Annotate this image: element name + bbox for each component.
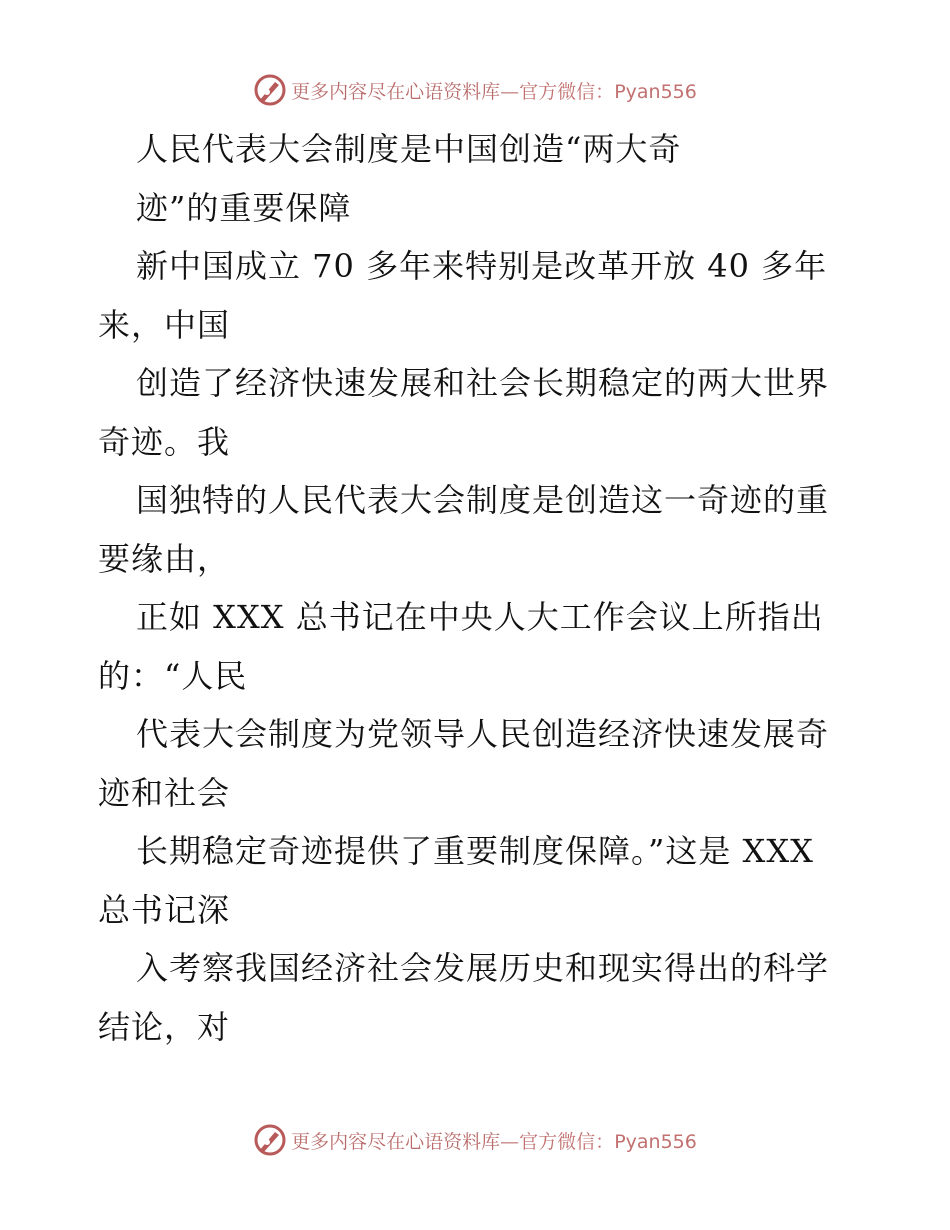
footer-separator: — bbox=[500, 1130, 520, 1153]
body-line: 总书记深 bbox=[98, 890, 231, 929]
body-line: 奇迹。我 bbox=[98, 422, 231, 461]
body-line: 来，中国 bbox=[98, 305, 231, 344]
body-line: 正如 XXX 总书记在中央人大工作会议上所指出 bbox=[136, 598, 824, 636]
body-line: 入考察我国经济社会发展历史和现实得出的科学 bbox=[136, 949, 830, 987]
pen-logo-icon bbox=[253, 73, 287, 107]
document-body bbox=[98, 120, 858, 1056]
body-line: 要缘由， bbox=[98, 539, 231, 578]
footer-wechat-label: 官方微信： bbox=[519, 1130, 615, 1153]
body-line: 迹”的重要保障 bbox=[136, 188, 352, 227]
header-wechat-label: 官方微信： bbox=[519, 80, 615, 103]
body-line: 长期稳定奇迹提供了重要制度保障。”这是 XXX bbox=[136, 832, 814, 870]
header-watermark-text bbox=[291, 77, 697, 104]
footer-brand-text: 更多内容尽在心语资料库 bbox=[291, 1130, 501, 1153]
body-line: 新中国成立 70 多年来特别是改革开放 40 多年 bbox=[136, 247, 828, 285]
body-line: 创造了经济快速发展和社会长期稳定的两大世界 bbox=[136, 364, 830, 402]
header-brand-text: 更多内容尽在心语资料库 bbox=[291, 80, 501, 103]
body-line: 结论，对 bbox=[98, 1007, 231, 1046]
body-line: 人民代表大会制度是中国创造“两大奇 bbox=[136, 130, 682, 168]
footer-watermark-text bbox=[291, 1127, 697, 1154]
body-line: 的：“人民 bbox=[98, 656, 248, 695]
pen-logo-icon bbox=[253, 1123, 287, 1157]
body-line: 国独特的人民代表大会制度是创造这一奇迹的重 bbox=[136, 481, 830, 519]
body-line: 迹和社会 bbox=[98, 773, 231, 812]
footer-wechat-id: Pyan556 bbox=[614, 1130, 697, 1153]
header-watermark bbox=[0, 68, 950, 112]
header-wechat-id: Pyan556 bbox=[614, 80, 697, 103]
header-separator: — bbox=[500, 80, 520, 103]
footer-watermark bbox=[0, 1118, 950, 1162]
body-line: 代表大会制度为党领导人民创造经济快速发展奇 bbox=[136, 715, 830, 753]
